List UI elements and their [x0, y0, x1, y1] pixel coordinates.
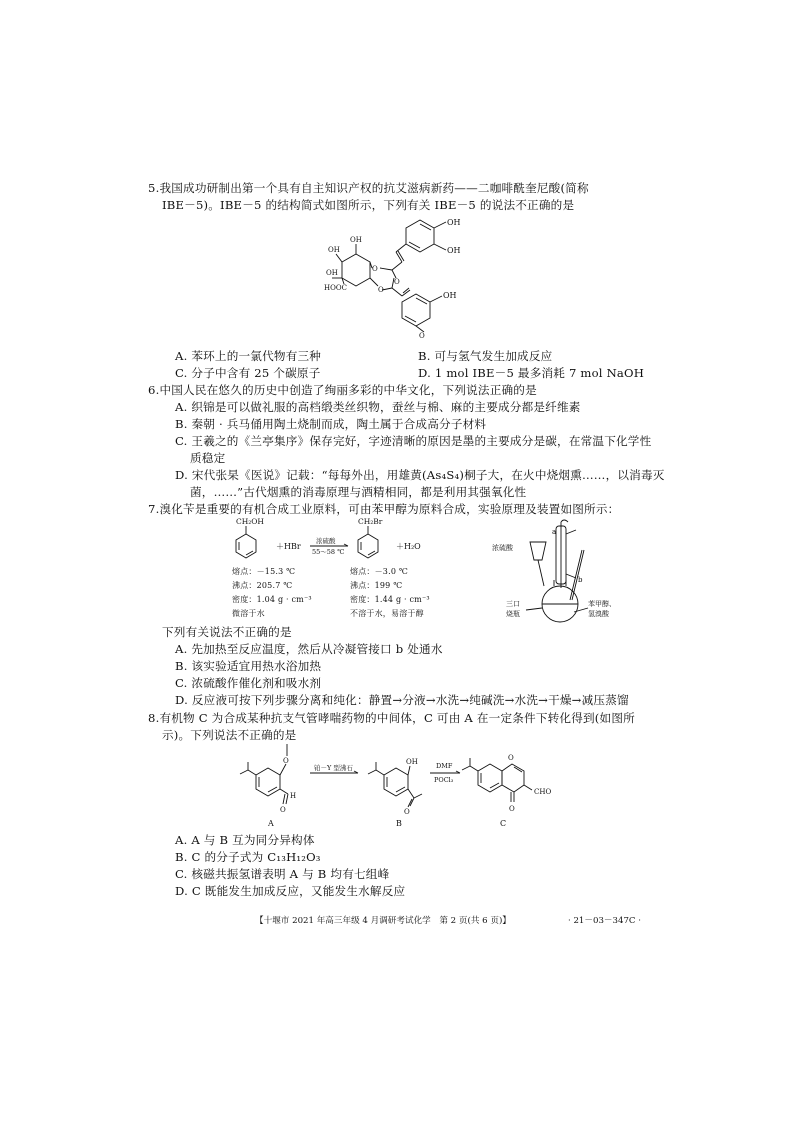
q7-option-b: B. 该实验适宜用热水浴加热 [175, 659, 322, 673]
q5-stem-line1: 5.我国成功研制出第一个具有自主知识产权的抗艾滋病新药——二咖啡酰奎尼酸(简称 [148, 181, 589, 195]
q8-reaction-scheme [238, 742, 568, 826]
q8-b-o-label: O [404, 808, 410, 816]
q7-product-prop-2: 沸点：199 ℃ [350, 581, 403, 590]
q7-reactant-prop-2: 沸点：205.7 ℃ [232, 581, 293, 590]
q8-option-b: B. C 的分子式为 C₁₃H₁₂O₃ [175, 850, 321, 864]
q5-o-label-3: O [378, 286, 384, 294]
page-footer-code: · 21－03－347C · [568, 916, 641, 926]
q8-option-d: D. C 既能发生加成反应，又能发生水解反应 [175, 884, 406, 898]
q7-sub-question: 下列有关说法不正确的是 [162, 625, 292, 639]
q5-structure-ibe5 [320, 212, 480, 340]
q6-stem: 6.中国人民在悠久的历史中创造了绚丽多彩的中华文化，下列说法正确的是 [148, 383, 537, 397]
q8-c-cho-label: CHO [534, 788, 552, 796]
page-footer-info: 【十堰市 2021 年高三年级 4 月调研考试化学 第 2 页(共 6 页)】 [255, 916, 511, 926]
q7-plus-water: ＋H₂O [396, 542, 421, 551]
q7-mixture-label-1: 苯甲醇、 [588, 600, 616, 608]
q5-stem-line2: IBE－5)。IBE－5 的结构简式如图所示，下列有关 IBE－5 的说法不正确的是 [162, 198, 575, 212]
q7-sulfuric-acid-label: 浓硫酸 [492, 544, 513, 552]
q7-condition-top: 浓硫酸 [316, 537, 336, 545]
q7-product-prop-1: 熔点：－3.0 ℃ [350, 567, 409, 576]
q6-option-a: A. 织锦是可以做礼服的高档缎类丝织物，蚕丝与棉、麻的主要成分都是纤维素 [175, 400, 581, 414]
q5-oh-label-4: OH [350, 236, 362, 244]
q7-option-d: D. 反应液可按下列步骤分离和纯化：静置→分液→水洗→纯碱洗→水洗→干燥→减压蒸馏 [175, 693, 629, 707]
q8-arrow2-condition-bottom: POCl₃ [434, 776, 454, 784]
q7-product-prop-4: 不溶于水，易溶于醇 [350, 609, 424, 618]
q5-option-d: D. 1 mol IBE－5 最多消耗 7 mol NaOH [418, 366, 645, 380]
q5-oh-label-6: OH [443, 291, 457, 300]
q6-option-d-line1: D. 宋代张杲《医说》记载：“每每外出，用雄黄(As₄S₄)桐子大，在火中烧烟熏……，以消毒灭 [175, 468, 665, 482]
q7-flask-label-1: 三口 [506, 600, 520, 608]
q7-product-group: CH₂Br [358, 517, 383, 526]
q5-oh-label-3: OH [328, 246, 340, 254]
q7-reactant-group: CH₂OH [236, 517, 264, 526]
q8-a-o-label: O [283, 757, 289, 765]
q7-flask-label-2: 烧瓶 [506, 610, 520, 618]
q5-o-label-2: O [372, 265, 378, 273]
q8-compound-c-name: C [500, 819, 507, 828]
q8-b-oh-label: OH [406, 758, 418, 766]
q7-plus-hbr: ＋HBr [276, 542, 301, 551]
q8-c-ring-o-label: O [508, 754, 514, 762]
q6-option-d-line2: 菌，……”古代烟熏的消毒原理与酒精相同，都是利用其强氧化性 [190, 485, 527, 499]
q5-option-a: A. 苯环上的一氯代物有三种 [175, 349, 322, 363]
q5-oh-label-1: OH [447, 218, 461, 227]
q8-option-a: A. A 与 B 互为同分异构体 [175, 833, 315, 847]
q8-a-o2-label: O [280, 806, 286, 814]
q8-compound-b-name: B [396, 819, 402, 828]
q7-stem: 7.溴化苄是重要的有机合成工业原料，可由苯甲醇为原料合成，实验原理及装置如图所示： [148, 502, 620, 516]
q5-oh-label-5: OH [326, 269, 338, 277]
q7-product-prop-3: 密度：1.44 g · cm⁻³ [350, 595, 430, 604]
q7-condition-bottom: 55～58 ℃ [312, 548, 345, 556]
q7-mixture-label-2: 氢溴酸 [588, 610, 609, 618]
q5-hooc-label: HOOC [324, 284, 347, 292]
q8-stem-line1: 8.有机物 C 为合成某种抗支气管哮喘药物的中间体，C 可由 A 在一定条件下转化得到(如图所 [148, 711, 635, 725]
q5-o-label-4: O [419, 332, 425, 340]
q8-c-carbonyl-o-label: O [509, 805, 515, 813]
q8-compound-a-name: A [268, 819, 274, 828]
q8-option-c: C. 核磁共振氢谱表明 A 与 B 均有七组峰 [175, 867, 390, 881]
q7-reactant-prop-4: 微溶于水 [232, 609, 265, 618]
q7-apparatus-diagram [490, 520, 640, 630]
q7-option-c: C. 浓硫酸作催化剂和吸水剂 [175, 676, 322, 690]
q7-port-a-label: a [552, 528, 557, 536]
q8-stem-line2: 示)。下列说法不正确的是 [162, 728, 297, 742]
q5-oh-label-2: OH [447, 246, 461, 255]
q6-option-b: B. 秦朝 · 兵马俑用陶土烧制而成，陶土属于合成高分子材料 [175, 417, 487, 431]
q7-option-a: A. 先加热至反应温度，然后从冷凝管接口 b 处通水 [175, 642, 443, 656]
q5-option-c: C. 分子中含有 25 个碳原子 [175, 366, 321, 380]
q8-arrow1-condition: 铂－Y 型沸石 [314, 764, 353, 772]
q7-reactant-prop-3: 密度：1.04 g · cm⁻³ [232, 595, 312, 604]
q7-port-b-label: b [578, 576, 583, 584]
q7-reactant-prop-1: 熔点：－15.3 ℃ [232, 567, 296, 576]
q5-option-b: B. 可与氢气发生加成反应 [418, 349, 553, 363]
q8-arrow2-condition-top: DMF [436, 762, 453, 770]
q6-option-c-line1: C. 王羲之的《兰亭集序》保存完好，字迹清晰的原因是墨的主要成分是碳，在常温下化学性 [175, 434, 652, 448]
q5-o-label-1: O [394, 278, 400, 286]
q8-a-h-label: H [290, 792, 297, 800]
q6-option-c-line2: 质稳定 [190, 451, 226, 465]
